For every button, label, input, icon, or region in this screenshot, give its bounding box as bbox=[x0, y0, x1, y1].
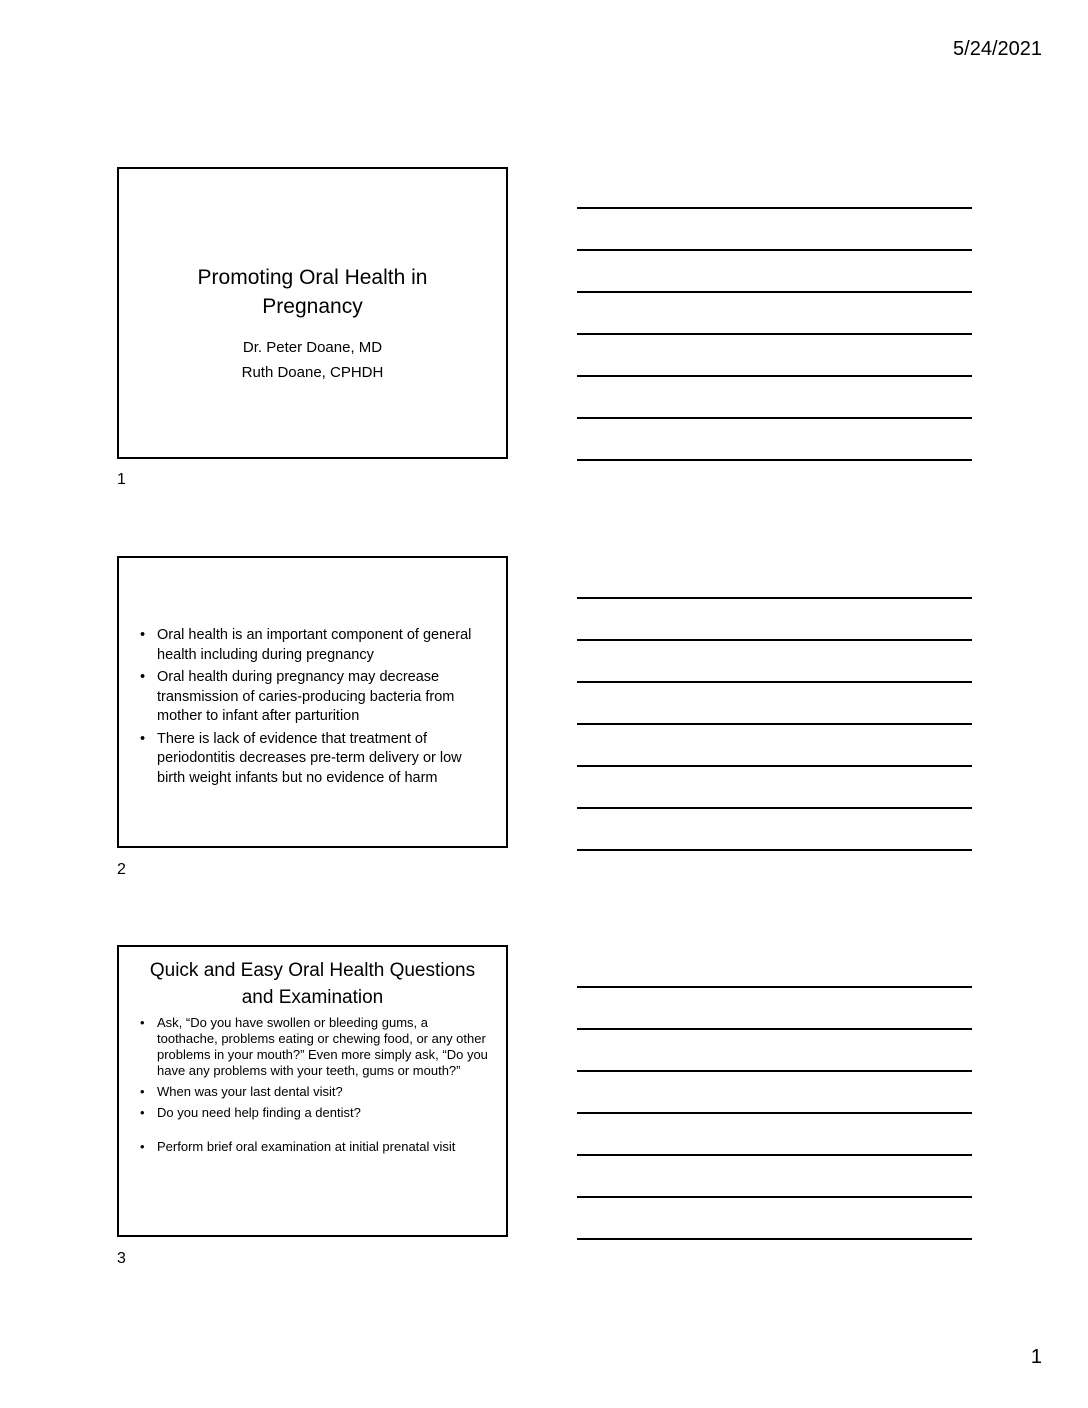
slide-2-bullet-list bbox=[139, 626, 488, 791]
bullet-item: • Ask, “Do you have swollen or bleeding gums, a toothache, problems eating or chewing food, or any other problems in your mouth?” Even more simply ask, “Do you have any problems with your teeth, gums or mouth?” bbox=[139, 1015, 488, 1079]
note-line bbox=[577, 597, 972, 599]
slide-1-author-1: Dr. Peter Doane, MD bbox=[242, 339, 383, 356]
slide-1-title: Promoting Oral Health in Pregnancy bbox=[197, 266, 428, 318]
bullet-item: • When was your last dental visit? bbox=[139, 1084, 488, 1100]
note-line bbox=[577, 207, 972, 209]
note-line bbox=[577, 291, 972, 293]
note-line bbox=[577, 639, 972, 641]
note-line bbox=[577, 1196, 972, 1198]
note-line bbox=[577, 723, 972, 725]
slide-3 bbox=[117, 945, 508, 1237]
note-line bbox=[577, 1028, 972, 1030]
note-line bbox=[577, 375, 972, 377]
note-line bbox=[577, 333, 972, 335]
note-line bbox=[577, 1070, 972, 1072]
slide-3-title: Quick and Easy Oral Health Questions and Examination bbox=[149, 960, 476, 1008]
note-line bbox=[577, 1238, 972, 1240]
print-date: 5/24/2021 bbox=[953, 38, 1042, 60]
note-line bbox=[577, 1154, 972, 1156]
note-line bbox=[577, 1112, 972, 1114]
bullet-item: • Oral health during pregnancy may decrease transmission of caries-producing bacteria from mother to infant after parturition bbox=[139, 668, 488, 727]
note-line bbox=[577, 765, 972, 767]
note-line bbox=[577, 849, 972, 851]
note-line bbox=[577, 417, 972, 419]
slide-1-author-2: Ruth Doane, CPHDH bbox=[241, 364, 384, 381]
note-line bbox=[577, 986, 972, 988]
slide-2 bbox=[117, 556, 508, 848]
note-line bbox=[577, 249, 972, 251]
slide-1 bbox=[117, 167, 508, 459]
slide-1-number: 1 bbox=[117, 471, 126, 488]
slide-3-bullet-list bbox=[139, 1015, 488, 1160]
note-line bbox=[577, 681, 972, 683]
slide-2-number: 2 bbox=[117, 861, 126, 878]
bullet-item: • Oral health is an important component of general health including during pregnancy bbox=[139, 626, 488, 665]
page-number: 1 bbox=[1030, 1346, 1042, 1368]
bullet-item: • Perform brief oral examination at initial prenatal visit bbox=[139, 1139, 488, 1155]
bullet-item: • There is lack of evidence that treatment of periodontitis decreases pre-term delivery or low birth weight infants but no evidence of harm bbox=[139, 730, 488, 789]
note-line bbox=[577, 807, 972, 809]
slide-3-number: 3 bbox=[117, 1250, 126, 1267]
note-line bbox=[577, 459, 972, 461]
bullet-item: • Do you need help finding a dentist? bbox=[139, 1105, 488, 1121]
